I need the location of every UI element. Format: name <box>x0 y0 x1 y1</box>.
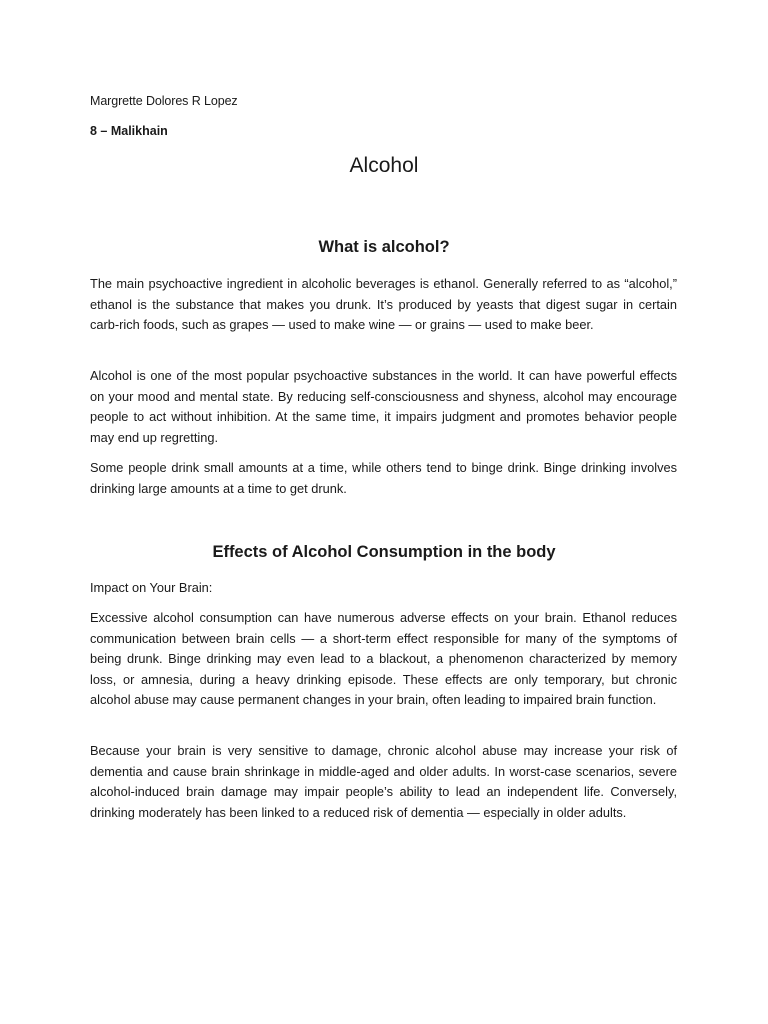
paragraph-dementia-risk: Because your brain is very sensitive to damage, chronic alcohol abuse may increase your risk of dementia and cause brain shrinkage in middle-aged and older adults. In worst-case scenarios, severe alcohol-induced brain damage may impair people’s ability to lead an independent life. Conversely, drinking moderately has been linked to a reduced risk of dementia — especially in older adults. <box>90 743 677 820</box>
paragraph-ethanol-intro <box>90 274 677 336</box>
grains-link-text: grains <box>430 317 465 333</box>
paragraph-brain-effects: Excessive alcohol consumption can have numerous adverse effects on your brain. Ethanol reduces communication between brain cells — a short-term effect responsible for many of the symptoms of being drunk. Binge drinking may even lead to a blackout, a phenomenon characterized by memory loss, or amnesia, during a heavy drinking episode. These effects are only temporary, but chronic alcohol abuse may cause permanent changes in your brain, often leading to impaired brain function. <box>90 610 677 708</box>
class-section: 8 – Malikhain <box>90 124 168 138</box>
paragraph-text: The main psychoactive ingredient in alcoholic beverages is ethanol. Generally referred to as “alcohol,” ethanol is the substance that makes you drunk. It’s produced by yeasts that digest sugar in certain carb-rich foods, such as <box>90 276 677 333</box>
paragraph-binge-drinking: Some people drink small amounts at a time, while others tend to binge drink. Binge drinking involves drinking large amounts at a time to get drunk. <box>90 460 677 496</box>
paragraph-psychoactive: Alcohol is one of the most popular psychoactive substances in the world. It can have powerful effects on your mood and mental state. By reducing self-consciousness and shyness, alcohol may encourage people to act without inhibition. At the same time, it impairs judgment and promotes behavior people may end up regretting. <box>90 368 677 445</box>
grapes-link-text: grapes <box>229 317 269 333</box>
subheading-brain-impact: Impact on Your Brain: <box>90 580 213 595</box>
paragraph-text: — used to make wine — or <box>268 317 430 333</box>
section-heading-what-is-alcohol: What is alcohol? <box>318 238 450 256</box>
section-heading-effects: Effects of Alcohol Consumption in the body <box>212 543 556 561</box>
document-title: Alcohol <box>349 154 419 177</box>
paragraph-text: — used to make beer. <box>464 317 594 333</box>
author-name: Margrette Dolores R Lopez <box>90 94 238 108</box>
